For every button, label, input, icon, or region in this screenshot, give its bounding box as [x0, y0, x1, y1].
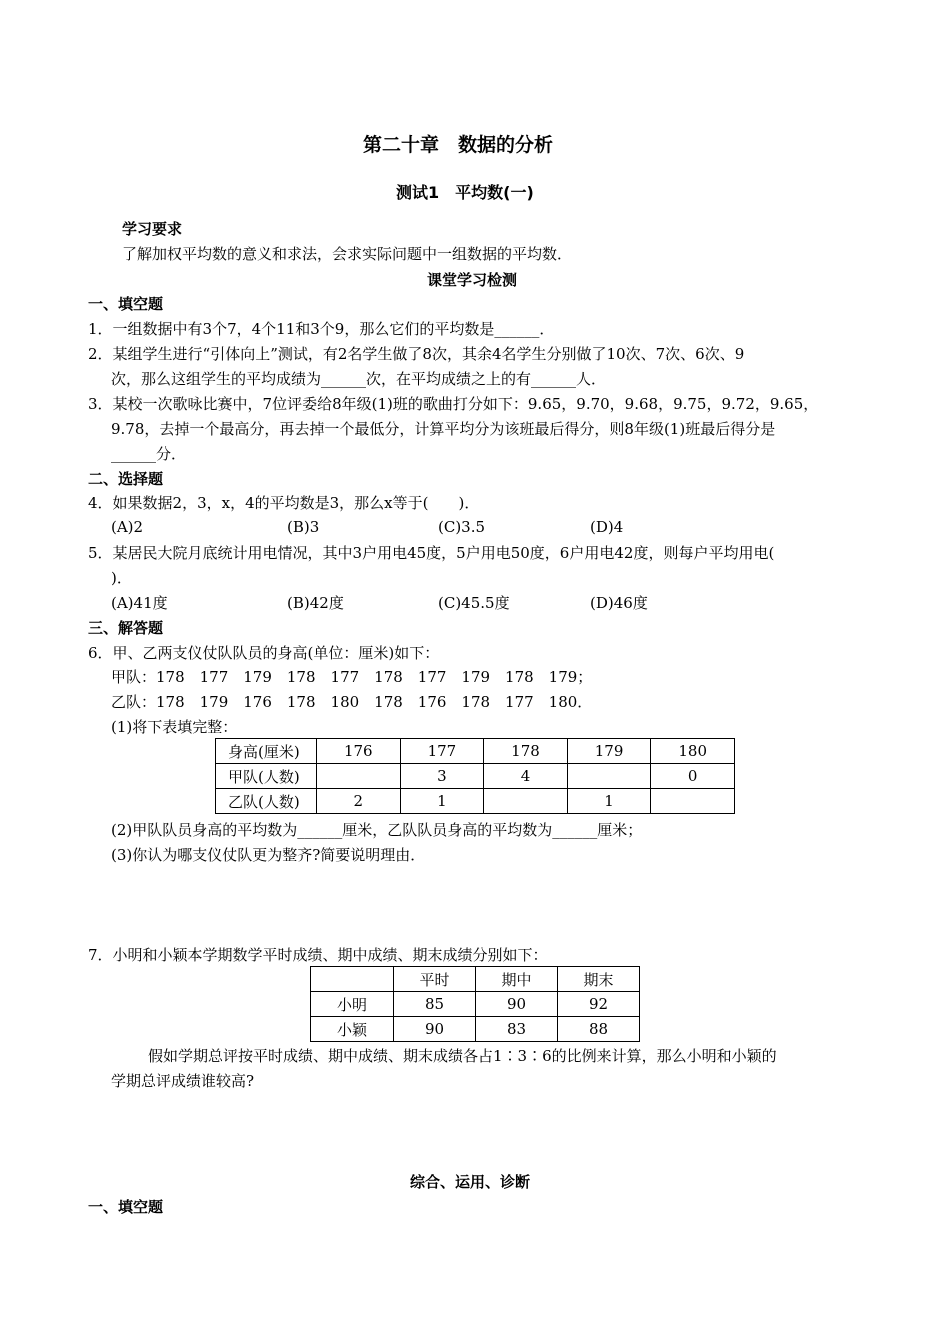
- question-2-line2: 次，那么这组学生的平均成绩为______次，在平均成绩之上的有______人．: [111, 370, 607, 388]
- table-header-cell: 期中: [476, 967, 558, 992]
- q7-text-line1: 假如学期总评按平时成绩、期中成绩、期末成绩各占1∶3∶6的比例来计算，那么小明和小颖的: [148, 1047, 777, 1065]
- q6-part3: (3)你认为哪支仪仗队更为整齐?简要说明理由．: [111, 846, 426, 864]
- table-row: [311, 967, 640, 992]
- scores-table: [310, 966, 640, 1042]
- table-header-cell: 176: [317, 739, 401, 764]
- q7-text-line2: 学期总评成绩谁较高?: [111, 1072, 255, 1090]
- question-6: 6．甲、乙两支仪仗队队员的身高(单位：厘米)如下：: [88, 644, 440, 662]
- table-cell: 88: [558, 1017, 640, 1042]
- comprehensive-heading: 综合、运用、诊断: [410, 1173, 531, 1191]
- table-cell: 3: [400, 764, 484, 789]
- question-2-line1: 2．某组学生进行“引体向上”测试，有2名学生做了8次，其余4名学生分别做了10次、7次、6次、9: [88, 345, 745, 363]
- table-row: [311, 1017, 640, 1042]
- table-row: [311, 992, 640, 1017]
- table-cell: 小明: [311, 992, 394, 1017]
- table-cell: 83: [476, 1017, 558, 1042]
- table-header-cell: 平时: [394, 967, 476, 992]
- table-cell: 小颖: [311, 1017, 394, 1042]
- table-cell: 甲队(人数): [216, 764, 317, 789]
- height-table: [215, 738, 735, 814]
- table-cell[interactable]: [651, 789, 735, 814]
- section1-heading: 一、填空题: [88, 295, 164, 313]
- q5-option-c: (C)45.5度: [438, 594, 510, 612]
- chapter-title: 第二十章 数据的分析: [363, 134, 554, 156]
- q4-option-c: (C)3.5: [438, 518, 486, 536]
- question-1: 1．一组数据中有3个7，4个11和3个9，那么它们的平均数是______．: [88, 320, 555, 338]
- table-cell[interactable]: [567, 764, 651, 789]
- question-7: 7．小明和小颖本学期数学平时成绩、期中成绩、期末成绩分别如下：: [88, 946, 548, 964]
- table-header-cell: 期末: [558, 967, 640, 992]
- question-3-line1: 3．某校一次歌咏比赛中，7位评委给8年级(1)班的歌曲打分如下：9.65，9.70，9.68，9.75，9.72，9.65，: [88, 395, 819, 413]
- q6-part1: (1)将下表填完整：: [111, 718, 238, 736]
- table-cell: 2: [317, 789, 401, 814]
- table-cell: 1: [567, 789, 651, 814]
- table-row: [216, 789, 735, 814]
- table-cell: 92: [558, 992, 640, 1017]
- q6-part2: (2)甲队队员身高的平均数为______厘米，乙队队员身高的平均数为______厘米；: [111, 821, 643, 839]
- test-title: 测试1 平均数(一): [396, 183, 534, 202]
- q5-option-b: (B)42度: [287, 594, 344, 612]
- table-header-cell: [311, 967, 394, 992]
- section4-heading: 一、填空题: [88, 1198, 164, 1216]
- question-5-line2: )．: [111, 569, 132, 587]
- table-header-cell: 177: [400, 739, 484, 764]
- q4-option-a: (A)2: [111, 518, 144, 536]
- table-row: [216, 764, 735, 789]
- table-header-cell: 178: [484, 739, 568, 764]
- question-5-line1: 5．某居民大院月底统计用电情况，其中3户用电45度，5户用电50度，6户用电42度，则每户平均用电(: [88, 544, 775, 562]
- table-cell: 85: [394, 992, 476, 1017]
- table-cell: 90: [394, 1017, 476, 1042]
- classroom-heading: 课堂学习检测: [427, 271, 518, 289]
- question-4: 4．如果数据2，3，x，4的平均数是3，那么x等于( )．: [88, 494, 480, 512]
- question-3-line3: ______分．: [111, 445, 187, 463]
- q5-option-d: (D)46度: [590, 594, 648, 612]
- q4-option-d: (D)4: [590, 518, 624, 536]
- requirements-text: 了解加权平均数的意义和求法，会求实际问题中一组数据的平均数．: [122, 245, 573, 263]
- section2-heading: 二、选择题: [88, 470, 164, 488]
- table-cell: 乙队(人数): [216, 789, 317, 814]
- table-header-cell: 180: [651, 739, 735, 764]
- section3-heading: 三、解答题: [88, 619, 164, 637]
- table-header-cell: 身高(厘米): [216, 739, 317, 764]
- table-row: [216, 739, 735, 764]
- q5-option-a: (A)41度: [111, 594, 168, 612]
- q6-team-b: 乙队：178 179 176 178 180 178 176 178 177 180．: [111, 693, 593, 711]
- table-cell: 90: [476, 992, 558, 1017]
- table-cell: 4: [484, 764, 568, 789]
- table-cell[interactable]: [317, 764, 401, 789]
- table-cell[interactable]: [484, 789, 568, 814]
- table-cell: 0: [651, 764, 735, 789]
- table-cell: 1: [400, 789, 484, 814]
- question-3-line2: 9.78，去掉一个最高分，再去掉一个最低分，计算平均分为该班最后得分，则8年级(1)班最后得分是: [111, 420, 776, 438]
- requirements-heading: 学习要求: [122, 220, 183, 238]
- q4-option-b: (B)3: [287, 518, 320, 536]
- q6-team-a: 甲队：178 177 179 178 177 178 177 179 178 179；: [111, 668, 593, 686]
- table-header-cell: 179: [567, 739, 651, 764]
